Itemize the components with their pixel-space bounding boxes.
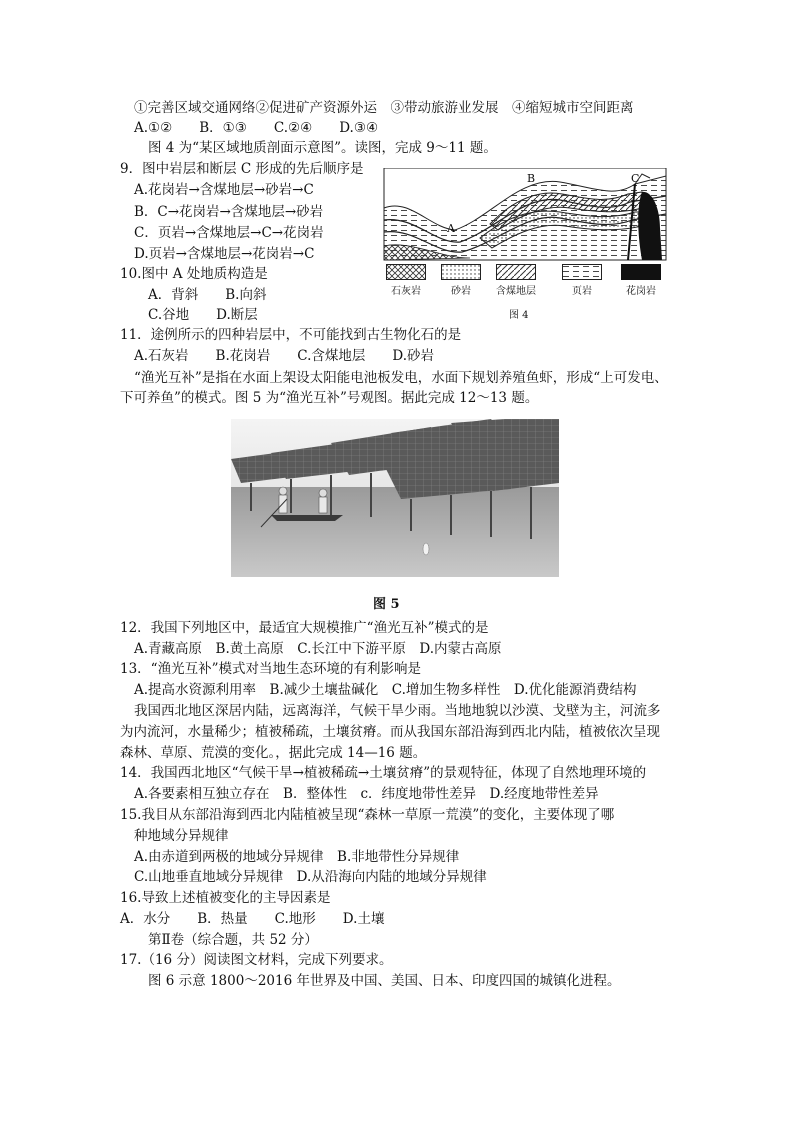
q9-stem: 9．图中岩层和断层 C 形成的先后顺序是 bbox=[120, 161, 364, 177]
q8-options-statements: ①完善区域交通网络②促进矿产资源外运 ③带动旅游业发展 ④缩短城市空间距离 bbox=[134, 100, 634, 116]
legend-swatch-shale bbox=[562, 264, 602, 280]
legend-label-limestone: 石灰岩 bbox=[391, 286, 421, 297]
legend-swatch-coal-strata bbox=[496, 264, 536, 280]
legend-label-coal-strata: 含煤地层 bbox=[496, 286, 536, 297]
fig5-fishery-solar-photo bbox=[231, 419, 559, 577]
northwest-passage-3: 森林、草原、荒漠的变化。，据此完成 14—16 题。 bbox=[120, 745, 427, 761]
section-2-heading: 第Ⅱ卷（综合题，共 52 分） bbox=[148, 932, 318, 948]
q13-options: A.提高水资源利用率 B.减少土壤盐碱化 C.增加生物多样性 D.优化能源消费结构 bbox=[134, 682, 637, 698]
q8-answer-options: A.①② B．①③ C.②④ D.③④ bbox=[134, 120, 379, 136]
q12-options: A.青藏高原 B.黄土高原 C.长江中下游平原 D.内蒙古高原 bbox=[134, 641, 502, 657]
q15-stem-2: 种地域分异规律 bbox=[134, 828, 229, 844]
q17-stem: 17.（16 分）阅读图文材料，完成下列要求。 bbox=[120, 952, 393, 968]
q9-option-a: A.花岗岩→含煤地层→砂岩→C bbox=[134, 182, 314, 198]
fig5-caption: 图 5 bbox=[373, 597, 400, 612]
q15-stem-1: 15.我目从东部沿海到西北内陆植被呈现“森林一草原一荒漠”的变化，主要体现了哪 bbox=[120, 807, 615, 823]
legend-swatch-sandstone bbox=[441, 264, 481, 280]
q13-stem: 13．“渔光互补”模式对当地生态环境的有利影响是 bbox=[120, 661, 421, 677]
q11-stem: 11．途例所示的四种岩层中，不可能找到古生物化石的是 bbox=[120, 327, 462, 343]
fig4-label-b: B bbox=[527, 172, 536, 185]
fig4-geologic-section bbox=[380, 168, 670, 264]
q10-options-cd: C.谷地 D.断层 bbox=[148, 307, 258, 323]
fig4-label-c: C bbox=[631, 172, 640, 185]
q9-option-d: D.页岩→含煤地层→花岗岩→C bbox=[134, 246, 315, 262]
fig4-caption: 图 4 bbox=[509, 310, 529, 321]
q15-options-cd: C.山地垂直地域分异规律 D.从沿海向内陆的地域分异规律 bbox=[134, 869, 487, 885]
q16-options: A．水分 B．热量 C.地形 D.土壤 bbox=[120, 911, 385, 927]
q16-stem: 16.导致上述植被变化的主导因素是 bbox=[120, 890, 331, 906]
legend-label-sandstone: 砂岩 bbox=[451, 286, 471, 297]
legend-label-shale: 页岩 bbox=[572, 286, 592, 297]
northwest-passage-2: 为内流河，水量稀少；植被稀疏，土壤贫瘠。而从我国东部沿海到西北内陆，植被依次呈现 bbox=[120, 724, 660, 740]
q10-stem: 10.图中 A 处地质构造是 bbox=[120, 266, 268, 282]
legend-label-granite: 花岗岩 bbox=[626, 286, 656, 297]
legend-swatch-granite bbox=[621, 264, 661, 280]
legend-swatch-limestone bbox=[386, 264, 426, 280]
q10-options-ab: A．背斜 B.向斜 bbox=[148, 287, 267, 303]
q14-options: A.各要素相互独立存在 B．整体性 c．纬度地带性差异 D.经度地带性差异 bbox=[134, 786, 599, 802]
q14-stem: 14．我国西北地区“气候干旱→植被稀疏→土壤贫瘠”的景观特征，体现了自然地理环境的 bbox=[120, 765, 647, 781]
fishery-solar-intro-2: 下可养鱼”的模式。图 5 为“渔光互补”号观图。据此完成 12～13 题。 bbox=[120, 390, 539, 406]
q12-stem: 12．我国下列地区中，最适宜大规模推广“渔光互补”模式的是 bbox=[120, 620, 489, 636]
northwest-passage-1: 我国西北地区深居内陆，远离海洋，气候干旱少雨。当地地貌以沙漠、戈壁为主，河流多 bbox=[134, 703, 661, 719]
fig4-label-a: A bbox=[447, 222, 455, 235]
q9-option-b: B．C→花岗岩→含煤地层→砂岩 bbox=[134, 204, 324, 220]
q15-options-ab: A.由赤道到两极的地域分异规律 B.非地带性分异规律 bbox=[134, 849, 460, 865]
fig4-intro: 图 4 为“某区域地质剖面示意图”。读图，完成 9～11 题。 bbox=[148, 140, 497, 156]
fishery-solar-intro-1: “渔光互补”是指在水面上架设太阳能电池板发电，水面下规划养殖鱼虾，形成“上可发电、 bbox=[134, 370, 668, 386]
fig6-intro: 图 6 示意 1800～2016 年世界及中国、美国、日本、印度四国的城镇化进程。 bbox=[148, 973, 621, 989]
q11-options: A.石灰岩 B.花岗岩 C.含煤地层 D.砂岩 bbox=[134, 348, 435, 364]
q9-option-c: C．页岩→含煤地层→C→花岗岩 bbox=[134, 225, 324, 241]
